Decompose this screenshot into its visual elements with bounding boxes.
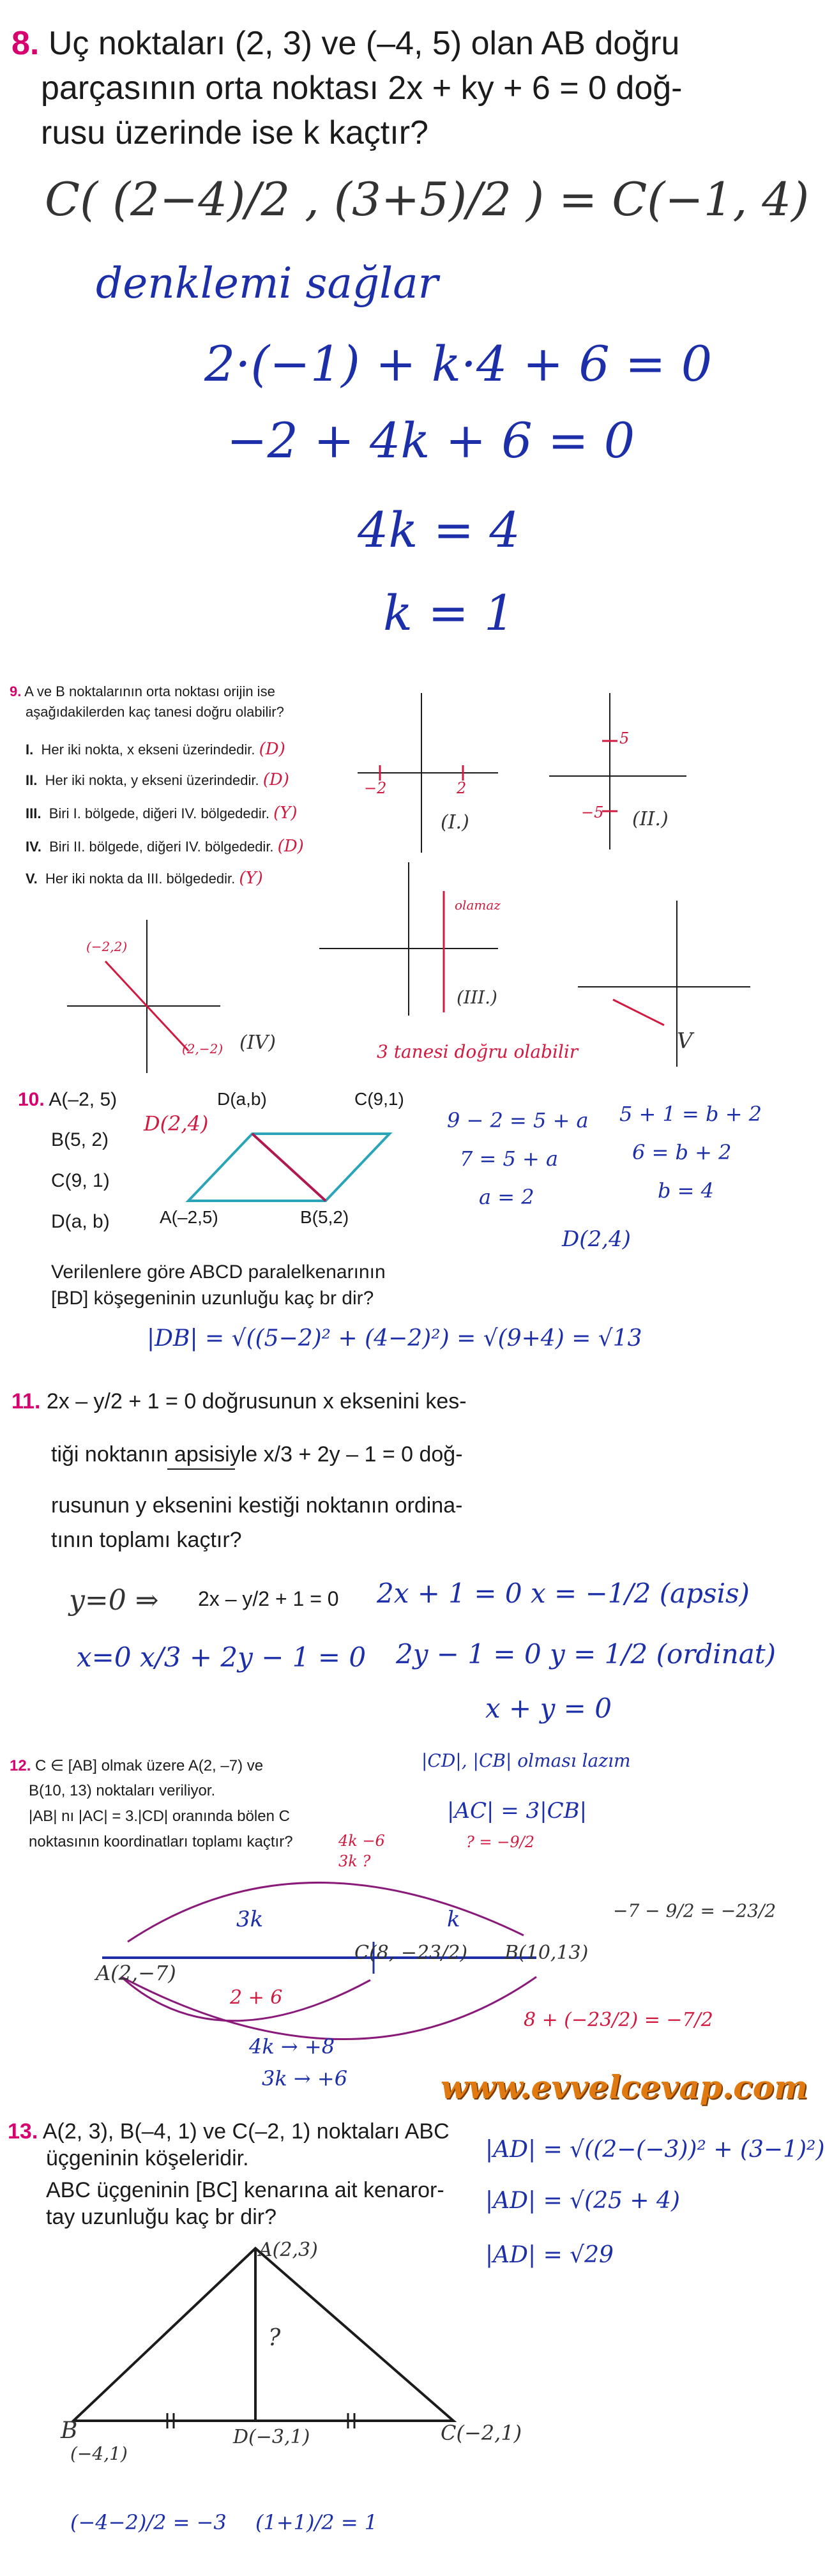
q11-work-2: 2x + 1 = 0 x = −1/2 (apsis): [377, 1578, 750, 1609]
q10-fig-a: A(–2,5): [160, 1207, 218, 1227]
q9-graph-1: [358, 693, 498, 853]
q10-work-2: 7 = 5 + a: [460, 1147, 559, 1171]
q11-text-1: 2x – y/2 + 1 = 0 doğrusunun x eksenini kes-: [46, 1389, 467, 1414]
q13-fig-q: ?: [268, 2325, 281, 2351]
q9-item-2-text: Her iki nokta, y ekseni üzerindedir.: [45, 772, 259, 788]
q9-item-3-mark: (Y): [273, 804, 298, 823]
q9-g4-a: (−2,2): [86, 939, 128, 954]
q9-g4-b: (2,−2): [182, 1041, 223, 1056]
q12-work-8: 4k → +8: [249, 2034, 335, 2059]
q8-text-1: Uç noktaları (2, 3) ve (–4, 5) olan AB doğru: [48, 25, 680, 62]
q9-g3-label: (III.): [457, 987, 497, 1008]
q9-item-3: [26, 804, 298, 823]
q12-work-3: 4k −6: [338, 1832, 385, 1850]
watermark: www.evvelcevap.com: [441, 2068, 808, 2106]
q9-item-5: [26, 869, 263, 888]
q8-work-4: −2 + 4k + 6 = 0: [227, 412, 635, 469]
q13-number: 13.: [8, 2119, 38, 2144]
q9-answer: 3 tanesi doğru olabilir: [377, 1041, 579, 1062]
q9-item-2-mark: (D): [262, 770, 289, 789]
q9-g2-top: 5: [619, 729, 630, 747]
q11-text-3: rusunun y eksenini kestiği noktanın ordina-: [51, 1493, 463, 1518]
q13-fig-b-coords: (−4,1): [70, 2443, 128, 2464]
q13-work-4: (−4−2)/2 = −3: [70, 2510, 227, 2534]
q9-g4-label: (IV): [239, 1032, 276, 1054]
q12-work-6: −7 − 9/2 = −23/2: [613, 1900, 776, 1921]
q12-text-2: B(10, 13) noktaları veriliyor.: [29, 1782, 216, 1799]
q8-text-2: parçasının orta noktası 2x + ky + 6 = 0 doğ-: [41, 70, 683, 107]
q12-text-3: |AB| nı |AC| = 3.|CD| oranında bölen C: [29, 1808, 290, 1825]
q8-work-5: 4k = 4: [358, 501, 520, 558]
q9-item-1-roman: I.: [26, 742, 34, 758]
q13-fig-c: C(−2,1): [441, 2421, 522, 2445]
q10-work-4: 5 + 1 = b + 2: [619, 1102, 762, 1126]
q9-item-4-roman: IV.: [26, 839, 42, 855]
q11-work-1p: 2x – y/2 + 1 = 0: [198, 1587, 339, 1610]
q9-line-1: [10, 683, 275, 700]
q9-item-5-text: Her iki nokta da III. bölgededir.: [45, 871, 236, 887]
q10-point-b: B(5, 2): [51, 1129, 109, 1150]
q11-line-2: [51, 1442, 463, 1467]
q13-triangle: [73, 2248, 453, 2421]
q12-work-10: 8 + (−23/2) = −7/2: [524, 2009, 713, 2031]
q10-work-3: a = 2: [479, 1185, 534, 1209]
q9-text-2: aşağıdakilerden kaç tanesi doğru olabilir?: [26, 704, 284, 720]
q10-note-d: D(2,4): [144, 1111, 209, 1136]
q8-work-2: denklemi sağlar: [96, 259, 439, 308]
q8-work-3: 2·(−1) + k·4 + 6 = 0: [204, 335, 713, 392]
q9-item-5-roman: V.: [26, 871, 38, 887]
q9-g3-note: olamaz: [455, 897, 501, 913]
q12-work-4: 3k ?: [338, 1852, 371, 1870]
q10-point-d: D(a, b): [51, 1211, 110, 1232]
q8-line-1: [11, 24, 679, 63]
q12-seg-2: k: [447, 1907, 460, 1932]
q9-item-2: [26, 770, 289, 789]
q10-diagonal-bd: [252, 1134, 326, 1201]
q9-item-3-text: Biri I. bölgede, diğeri IV. bölgededir.: [49, 805, 269, 821]
q13-work-3: |AD| = √29: [485, 2242, 614, 2268]
q11-text-2c: x/3 + 2y – 1 = 0 doğ-: [263, 1442, 463, 1467]
q13-text-4: tay uzunluğu kaç br dir?: [46, 2205, 276, 2229]
q13-fig-a: A(2,3): [259, 2239, 318, 2261]
q12-text-1: C ∈ [AB] olmak üzere A(2, –7) ve: [35, 1757, 264, 1774]
q11-work-4: 2y − 1 = 0 y = 1/2 (ordinat): [396, 1638, 776, 1670]
q9-item-4-text: Biri II. bölgede, diğeri IV. bölgededir.: [49, 839, 274, 855]
q12-work-2: |AC| = 3|CB|: [447, 1798, 587, 1824]
q9-g1-label: (I.): [441, 811, 469, 834]
q8-work-1: C( (2−4)/2 , (3+5)/2 ) = C(−1, 4): [45, 172, 810, 226]
q12-text-4: noktasının koordinatları toplamı kaçtır?: [29, 1833, 293, 1850]
q10-work-6: b = 4: [658, 1178, 714, 1203]
q12-arc-top: [128, 1882, 524, 1942]
q10-text-2: [BD] köşegeninin uzunluğu kaç br dir?: [51, 1288, 374, 1309]
q8-number: 8.: [11, 25, 40, 62]
q9-item-5-mark: (Y): [239, 869, 263, 888]
q8-text-3: rusu üzerinde ise k kaçtır?: [41, 114, 428, 151]
q13-text-1: A(2, 3), B(–4, 1) ve C(–2, 1) noktaları ABC: [42, 2119, 450, 2144]
q12-fig-b: B(10,13): [504, 1942, 589, 1964]
q10-fig-b: B(5,2): [300, 1207, 349, 1227]
q10-text-1: Verilenlere göre ABCD paralelkenarının: [51, 1261, 386, 1283]
q8-work-6: k = 1: [383, 584, 515, 641]
q11-work-5: x + y = 0: [485, 1693, 612, 1724]
q12-seg-1: 3k: [236, 1907, 264, 1932]
q12-fig-a: A(2,−7): [96, 1961, 176, 1985]
q11-line-1: [11, 1389, 467, 1414]
q12-number: 12.: [10, 1757, 31, 1774]
q13-work-1: |AD| = √((2−(−3))² + (3−1)²): [485, 2137, 825, 2163]
q13-text-2: üçgeninin köşeleridir.: [46, 2146, 249, 2170]
q10-point-c: C(9, 1): [51, 1170, 110, 1191]
q11-text-2b: apsisiyle: [174, 1442, 258, 1467]
q9-g2-bot: −5: [581, 804, 604, 821]
q13-text-3: ABC üçgeninin [BC] kenarına ait kenaror-: [46, 2178, 444, 2202]
q9-item-3-roman: III.: [26, 805, 42, 821]
q11-work-1: y=0 ⇒: [69, 1584, 159, 1617]
q11-number: 11.: [11, 1389, 41, 1414]
q12-work-5: ? = −9/2: [466, 1833, 534, 1851]
q9-g2-label: (II.): [632, 808, 669, 830]
q10-line-1: [18, 1089, 117, 1111]
q12-arc-bottom-2: [121, 1977, 536, 2039]
q9-text-1: A ve B noktalarının orta noktası orijin ise: [24, 683, 275, 699]
q11-text-2a: tiği noktanın: [51, 1442, 169, 1467]
q13-fig-b: B: [61, 2418, 78, 2444]
q9-number: 9.: [10, 683, 22, 699]
q9-g1-right: 2: [457, 779, 467, 797]
q13-fig-d: D(−3,1): [233, 2426, 310, 2448]
q9-item-4-mark: (D): [277, 837, 304, 856]
q12-work-1: |CD|, |CB| olması lazım: [421, 1750, 631, 1771]
q13-work-5: (1+1)/2 = 1: [255, 2510, 378, 2534]
q9-item-4: [26, 837, 304, 856]
q10-number: 10.: [18, 1089, 45, 1110]
q9-g5-label: V: [677, 1028, 693, 1054]
q13-line-1: [8, 2119, 450, 2144]
q9-item-2-roman: II.: [26, 772, 38, 788]
q9-g1-left: −2: [364, 779, 387, 797]
q10-work-5: 6 = b + 2: [632, 1140, 732, 1164]
q13-work-2: |AD| = √(25 + 4): [485, 2188, 680, 2214]
q12-work-7: 2 + 6: [230, 1986, 283, 2009]
q10-fig-d: D(a,b): [217, 1089, 267, 1109]
q10-point-a: A(–2, 5): [49, 1089, 117, 1110]
q10-work-8: |DB| = √((5−2)² + (4−2)²) = √(9+4) = √13: [147, 1325, 642, 1352]
q11-text-4: tının toplamı kaçtır?: [51, 1528, 242, 1552]
q9-item-1-text: Her iki nokta, x ekseni üzerindedir.: [41, 742, 255, 758]
q12-work-9: 3k → +6: [262, 2066, 348, 2091]
q10-work-7: D(2,4): [562, 1226, 631, 1252]
q12-line-1: [10, 1757, 263, 1775]
q10-fig-c: C(9,1): [354, 1089, 404, 1109]
q9-graph-5-line: [613, 1000, 664, 1025]
q11-work-3: x=0 x/3 + 2y − 1 = 0: [77, 1642, 367, 1673]
q9-graph-5: [578, 901, 750, 1067]
q12-fig-c: C(8, −23/2): [354, 1942, 468, 1964]
q9-item-1-mark: (D): [259, 740, 285, 759]
q9-item-1: [26, 740, 285, 759]
q10-work-1: 9 − 2 = 5 + a: [447, 1108, 589, 1132]
